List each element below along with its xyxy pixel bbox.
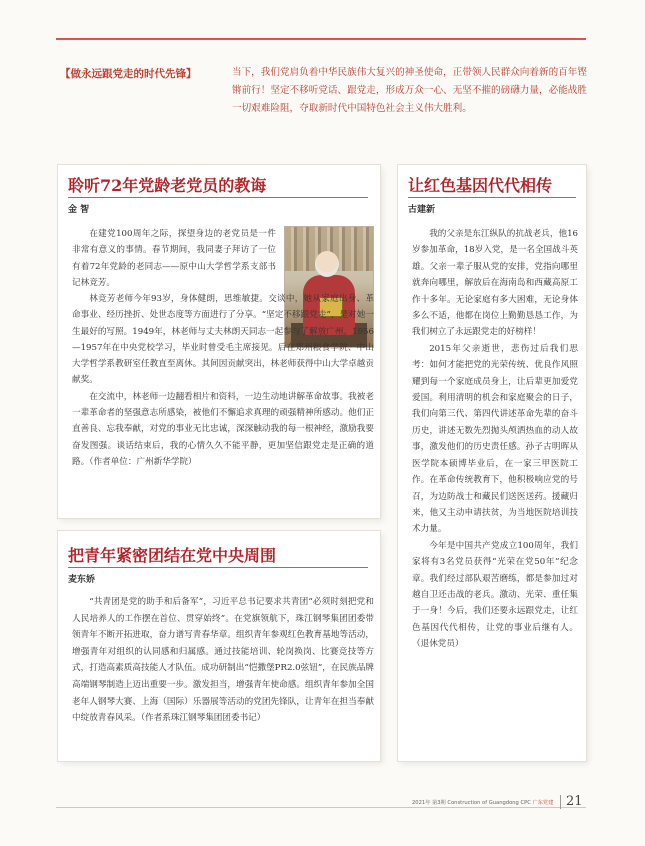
person-head-graphic bbox=[315, 251, 339, 277]
article-body-top bbox=[72, 226, 276, 292]
article-body bbox=[412, 226, 578, 653]
paragraph: 林竞芳老师今年93岁，身体健朗，思维敏捷。交谈中，她从家庭出身、革命事业、经历挫折、处世态度等方面进行了分享。“坚定不移跟党走”，是对她一生最好的写照。1949年，林老师与丈夫林朗天同志一起参与了解放广州。1956—1957年在中央党校学习，毕业时曾受毛主席接见。后在郑州粮食学院、中山大学哲学系教研室任教直至离休。其间因贡献突出，林老师获得中山大学卓越贡献奖。 bbox=[72, 294, 374, 386]
paragraph: 在交流中，林老师一边翻看相片和资料，一边生动地讲解革命故事。我被老一辈革命者的坚强意志所感染，被他们不懈追求真理的顽强精神所感动。他们正直善良、忘我奉献，对党的事业无比忠诚，深深触动我的每一根神经，激励我要奋发图强。谈话结束后，我的心情久久不能平静，更加坚信跟党走是正确的道路。（作者单位：广州新华学院） bbox=[72, 391, 374, 467]
page-number-separator bbox=[560, 795, 561, 809]
page-number: 21 bbox=[566, 794, 583, 809]
title-underline bbox=[408, 197, 576, 198]
journal-chinese: 广东党建 bbox=[532, 800, 554, 806]
article-title: 把青年紧密团结在党中央周围 bbox=[68, 546, 277, 565]
top-divider bbox=[56, 38, 586, 40]
article-body-wide bbox=[72, 291, 374, 470]
title-underline bbox=[68, 567, 368, 568]
issue-label: 2021年 第3期 bbox=[412, 800, 446, 806]
article-title: 让红色基因代代相传 bbox=[408, 176, 553, 195]
paragraph: 2015年父亲逝世，悲伤过后我们思考：如何才能把党的光荣传统、优良作风照耀到每一个家庭成员身上，让后辈更加爱党爱国。利用清明的机会和家庭聚会的日子，我们向第三代、第四代讲述革命先辈的奋斗历史，讲述无数先烈抛头颅洒热血的动人故事，激发他们的历史责任感。孙子古明晖从医学院本硕博毕业后，在一家三甲医院工作。在革命传统教育下，他积极响应党的号召，为边防战士和藏民们送医送药。援藏归来，他又主动申请扶贫，为当地医院培训技术力量。 bbox=[412, 343, 578, 535]
paragraph: 在建党100周年之际，探望身边的老党员是一件非常有意义的事情。春节期间，我同妻子拜访了一位有着72年党龄的老同志——原中山大学哲学系支部书记林竞芳。 bbox=[72, 229, 276, 289]
article-title: 聆听72年党龄老党员的教诲 bbox=[68, 176, 267, 195]
article-author: 金 智 bbox=[68, 205, 90, 215]
section-tag: 【做永远跟党走的时代先锋】 bbox=[60, 68, 197, 80]
article-author: 麦东娇 bbox=[68, 575, 96, 585]
title-underline bbox=[68, 197, 368, 198]
paragraph: 今年是中国共产党成立100周年，我们家将有3名党员获得“光荣在党50年”纪念章。我们经过部队艰苦磨练，都是参加过对越自卫还击战的老兵。激动、光荣、重任集于一身！今后，我们还要永远跟党走，让红色基因代代相传，让党的事业后继有人。（退休党员） bbox=[412, 540, 578, 650]
article-body bbox=[72, 594, 374, 727]
footer-divider bbox=[56, 807, 586, 808]
paragraph: 我的父亲是东江纵队的抗战老兵，他16岁参加革命，18岁入党，是一名全国战斗英雄。父亲一辈子服从党的安排，党指向哪里就奔向哪里，解放后在海南岛和西藏高原工作十多年。无论家庭有多大困难，无论身体多么不适，他都在岗位上勤勤恳恳工作，为我们树立了永远跟党走的好榜样！ bbox=[412, 229, 578, 338]
section-intro: 当下，我们党肩负着中华民族伟大复兴的神圣使命，正带领人民群众向着新的百年铿锵前行！坚定不移听党话、跟党走，形成万众一心、无坚不摧的磅礴力量，必能战胜一切艰难险阻，夺取新时代中国特色社会主义伟大胜利。 bbox=[232, 67, 587, 114]
article-author: 古建新 bbox=[408, 205, 436, 215]
footer-credit bbox=[412, 799, 553, 806]
journal-english: Construction of Guangdong CPC bbox=[447, 800, 531, 806]
paragraph: “共青团是党的助手和后备军”，习近平总书记要求共青团“必须时刻把党和人民培养人的工作摆在首位、贯穿始终”。在党旗领航下，珠江钢琴集团团委带领青年不断开拓进取，奋力谱写青春华章。组织青年参观红色教育基地等活动，增强青年对组织的认同感和归属感。通过技能培训、轮岗换岗、比赛竞技等方式，打造高素质高技能人才队伍。成功研制出“恺撒堡PR2.0弦钮”，在民族品牌高端钢琴制造上迈出重要一步。激发担当，增强青年使命感。组织青年参加全国老年人钢琴大赛、上海（国际）乐器展等活动的党团先锋队，让青年在担当奉献中绽放青春风采。（作者系珠江钢琴集团团委书记） bbox=[72, 597, 374, 724]
